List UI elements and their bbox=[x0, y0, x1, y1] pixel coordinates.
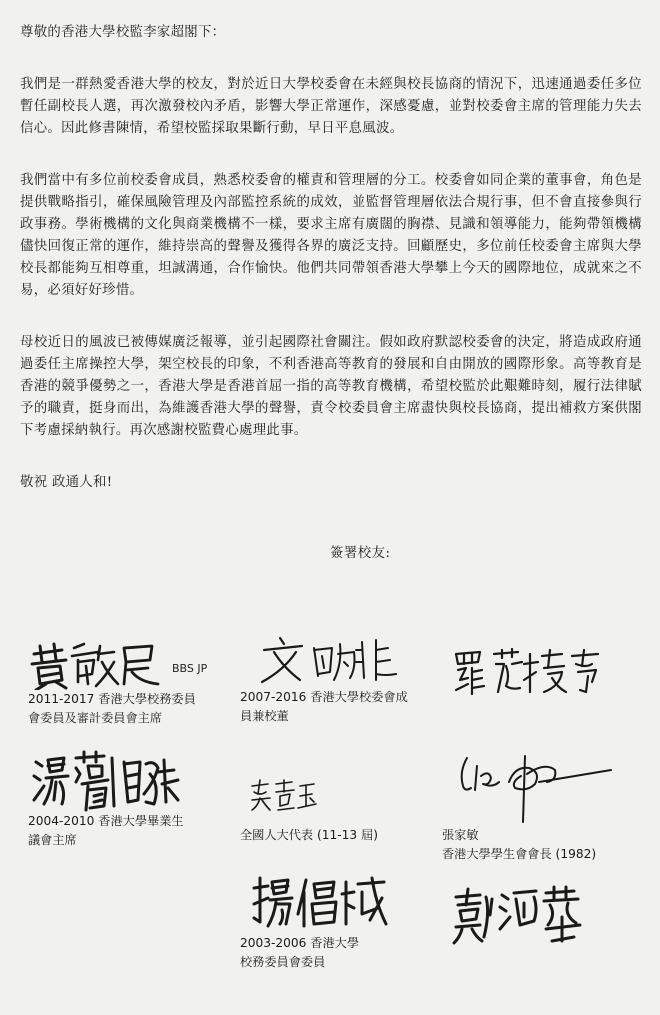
signature-8 bbox=[450, 885, 590, 947]
signature-6 bbox=[455, 752, 615, 824]
signature-4 bbox=[32, 750, 182, 812]
signatory-7-caption: 2003-2006 香港大學 校務委員會委員 bbox=[240, 936, 360, 969]
letter-body bbox=[20, 22, 642, 494]
signatory-6-caption: 張家敏 香港大學學生會會長 (1982) bbox=[442, 828, 597, 861]
paragraph-1: 我們是一群熱愛香港大學的校友，對於近日大學校委會在未經與校長協商的情況下，迅速通過委任多位暫任副校長人選，再次激發校內矛盾，影響大學正常運作，深感憂慮，並對校委會主席的管理能力失去信心。因此修書陳情，希望校監採取果斷行動，早日平息風波。 bbox=[20, 77, 642, 136]
signature-7 bbox=[250, 874, 390, 930]
signature-2 bbox=[258, 634, 398, 686]
paragraph-3: 母校近日的風波已被傳媒廣泛報導，並引起國際社會關注。假如政府默認校委會的決定，將造成政府通過委任主席操控大學，架空校長的印象，不利香港高等教育的發展和自由開放的國際形象。高等教育是香港的競爭優勢之一，香港大學是香港首屈一指的高等教育機構，希望校監於此艱難時刻，履行法律賦予的職責，挺身而出，為維護香港大學的聲譽，責令校委員會主席盡快與校長協商，提出補救方案供閣下考慮採納執行。再次感謝校監費心處理此事。 bbox=[20, 335, 642, 438]
signatory-2-caption: 2007-2016 香港大學校委會成 員兼校董 bbox=[240, 690, 408, 723]
signature-5 bbox=[248, 778, 318, 814]
paragraph-2: 我們當中有多位前校委會成員，熟悉校委會的權責和管理層的分工。校委會如同企業的董事會，角色是提供戰略指引，確保風險管理及內部監控系統的成效，並監督管理層依法合規行事，但不會直接參與行政事務。學術機構的文化與商業機構不一樣，要求主席有廣闊的胸襟、見識和領導能力，能夠帶領機構儘快回復正常的運作，維持崇高的聲譽及獲得各界的廣泛支持。回顧歷史，多位前任校委會主席與大學校長都能夠互相尊重，坦誠溝通，合作愉快。他們共同帶領香港大學攀上今天的國際地位，成就來之不易，必須好好珍惜。 bbox=[20, 173, 642, 298]
signatory-1-title: BBS JP bbox=[172, 662, 208, 675]
signature-1 bbox=[28, 640, 163, 690]
signatories-heading: 簽署校友: bbox=[330, 546, 391, 561]
signature-3 bbox=[452, 646, 602, 698]
signatory-4-caption: 2004-2010 香港大學畢業生 議會主席 bbox=[28, 814, 184, 847]
closing-greeting: 敬祝 政通人和! bbox=[20, 475, 113, 490]
signatory-1-caption: 2011-2017 香港大學校務委員 會委員及審計委員會主席 bbox=[28, 692, 196, 725]
signatory-5-caption: 全國人大代表 (11-13 屆) bbox=[240, 828, 378, 842]
salutation: 尊敬的香港大學校監李家超閣下： bbox=[20, 25, 226, 40]
